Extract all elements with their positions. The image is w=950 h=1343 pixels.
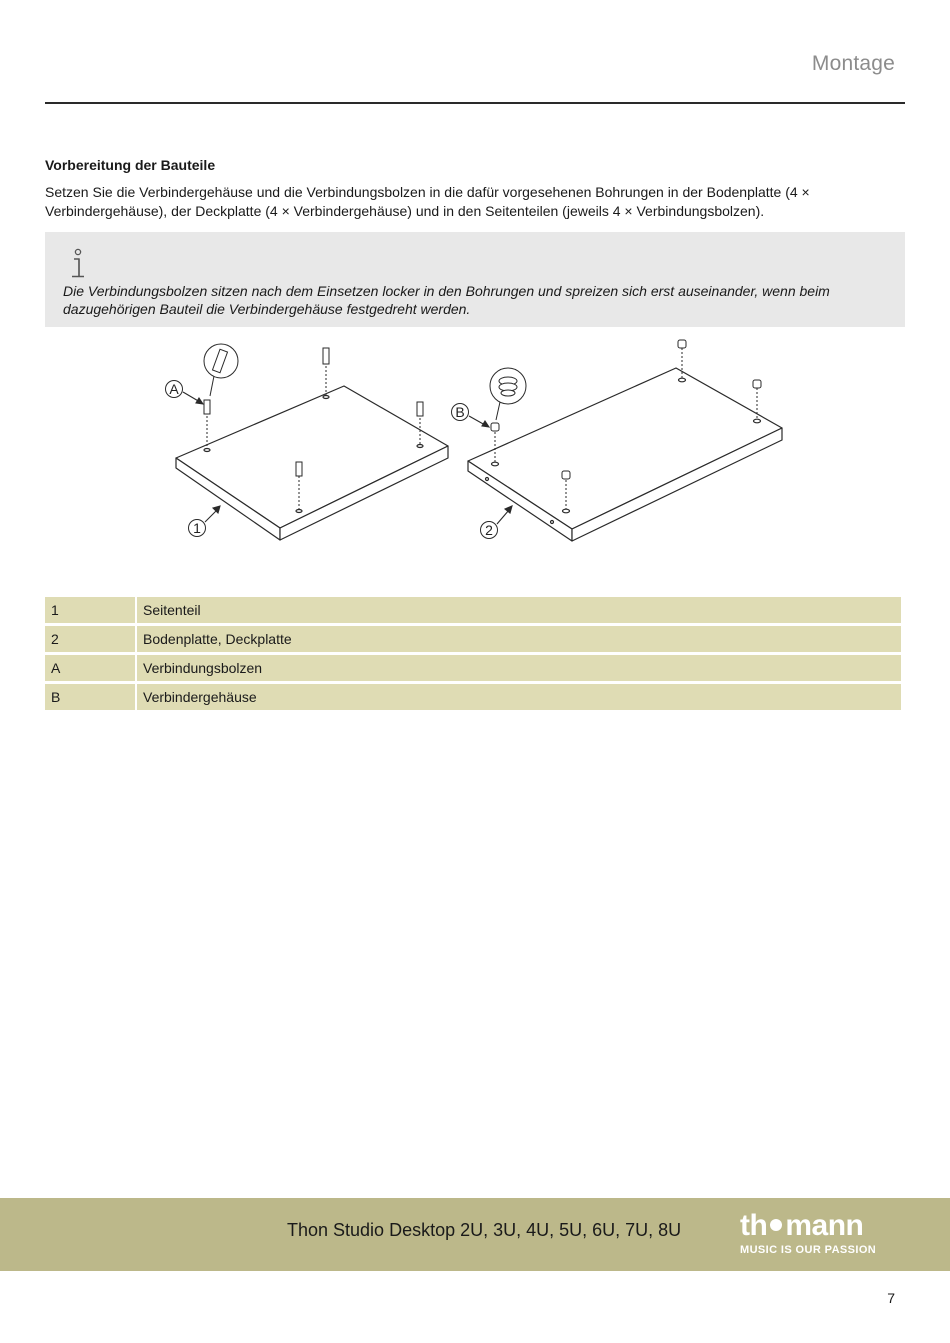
- info-icon: [67, 248, 89, 280]
- callout-2-label: 2: [485, 522, 493, 538]
- legend-table: [43, 594, 903, 713]
- table-row: [45, 655, 901, 681]
- legend-label: Verbindergehäuse: [137, 684, 901, 710]
- brand-name-right: mann: [785, 1209, 864, 1242]
- legend-label: Bodenplatte, Deckplatte: [137, 626, 901, 652]
- callout-b-label: B: [455, 404, 465, 420]
- product-name: Thon Studio Desktop 2U, 3U, 4U, 5U, 6U, 7U, 8U: [287, 1220, 682, 1240]
- legend-label: Verbindungsbolzen: [137, 655, 901, 681]
- legend-key: A: [45, 655, 135, 681]
- table-row: [45, 626, 901, 652]
- page-section-title: Montage: [811, 52, 895, 75]
- brand-wordmark: [740, 1210, 900, 1242]
- section-heading: Vorbereitung der Bauteile: [45, 157, 216, 173]
- table-row: [45, 597, 901, 623]
- table-row: [45, 684, 901, 710]
- info-note-text: Die Verbindungsbolzen sitzen nach dem Einsetzen locker in den Bohrungen und spreizen sich erst auseinander, wenn beim dazugehörigen Bauteil die Verbindergehäuse festgedreht werden.: [63, 283, 830, 317]
- legend-key: B: [45, 684, 135, 710]
- side-panel-drawing: [176, 386, 448, 540]
- legend-key: 1: [45, 597, 135, 623]
- instruction-paragraph: Setzen Sie die Verbindergehäuse und die Verbindungsbolzen in die dafür vorgesehenen Bohrungen in der Bodenplatte (4 × Verbindergehäuse), der Deckplatte (4 × Verbindergehäuse) und in den Seitenteilen (jeweils 4 × Verbindungsbolzen).: [45, 184, 810, 219]
- legend-label: Seitenteil: [137, 597, 901, 623]
- brand-name-left: th: [740, 1209, 768, 1242]
- brand-dot-icon: [770, 1219, 782, 1231]
- callout-a-label: A: [169, 381, 179, 397]
- footer-band: [0, 1198, 950, 1271]
- info-note: [45, 232, 905, 327]
- brand-slogan: MUSIC IS OUR PASSION: [740, 1244, 877, 1256]
- legend-key: 2: [45, 626, 135, 652]
- thomann-logo: [740, 1210, 900, 1256]
- callout-1-label: 1: [193, 520, 201, 536]
- header-divider: [45, 102, 905, 104]
- page-number: 7: [887, 1290, 895, 1306]
- assembly-illustration: [0, 336, 950, 566]
